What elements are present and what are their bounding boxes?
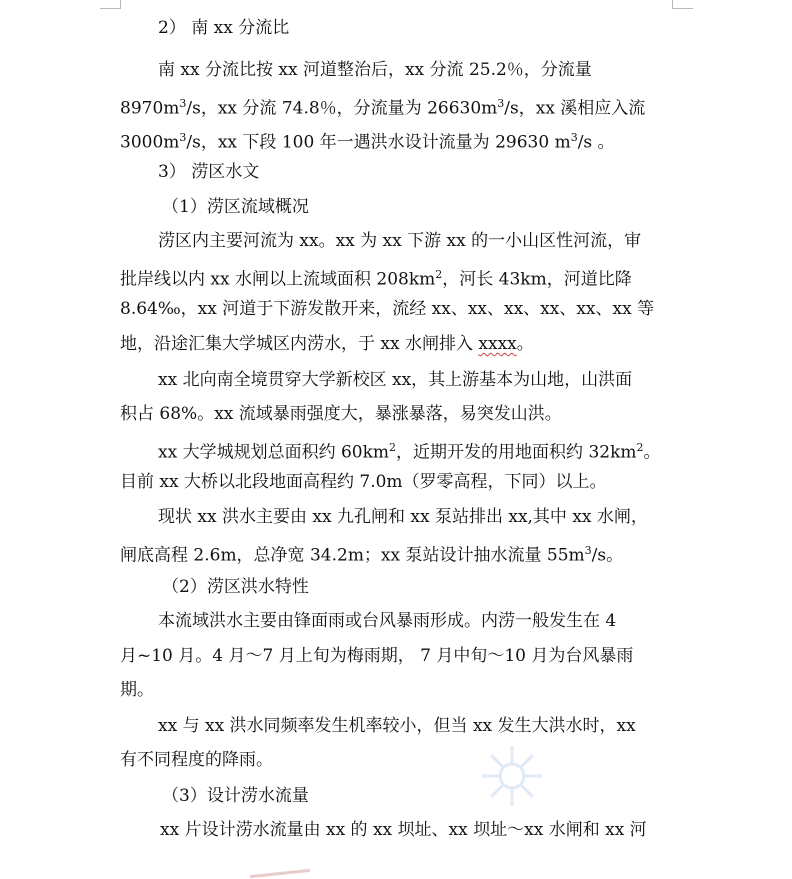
superscript-3: 3 (179, 97, 187, 110)
superscript-2: 2 (389, 441, 397, 454)
paragraph-line-13 (158, 437, 661, 464)
text-line-17: （2）涝区洪水特性 (162, 577, 309, 597)
paragraph-line-9 (120, 298, 661, 320)
paragraph-line-8 (120, 264, 661, 291)
heading-3-3-design-flow (162, 785, 462, 807)
text-line-8b: ，河长 43km，河道比降 (442, 269, 632, 290)
page-corner-mark-top-left (100, 0, 121, 9)
text-line-4a: 3000m (120, 132, 180, 153)
paragraph-line-19 (120, 645, 661, 667)
superscript-3: 3 (497, 97, 505, 110)
text-line-16b: /s。 (591, 545, 624, 566)
paragraph-line-16 (120, 540, 661, 567)
paragraph-line-15 (158, 506, 661, 528)
text-line-1: 2） 南 xx 分流比 (158, 18, 290, 38)
paragraph-line-18 (158, 610, 661, 632)
text-line-22: 有不同程度的降雨。 (120, 750, 273, 770)
text-line-4b: /s，xx 下段 100 年一遇洪水设计流量为 29630 m (186, 132, 571, 153)
superscript-3: 3 (584, 544, 592, 557)
paragraph-line-24 (160, 819, 661, 841)
text-line-23: （3）设计涝水流量 (162, 786, 309, 806)
text-line-6: （1）涝区流域概况 (162, 197, 309, 217)
text-line-12: 积占 68%。xx 流域暴雨强度大，暴涨暴落，易突发山洪。 (120, 404, 562, 424)
text-line-16a: 闸底高程 2.6m，总净宽 34.2m；xx 泵站设计抽水流量 55m (120, 545, 585, 566)
superscript-2: 2 (435, 268, 443, 281)
text-line-11: xx 北向南全境贯穿大学新校区 xx，其上游基本为山地，山洪面 (158, 370, 633, 390)
text-line-7: 涝区内主要河流为 xx。xx 为 xx 下游 xx 的一小山区性河流，审 (158, 231, 642, 251)
text-line-19: 月~10 月。4 月～7 月上旬为梅雨期， 7 月中旬～10 月为台风暴雨 (120, 646, 634, 666)
spellcheck-underlined-word[interactable]: xxxx (478, 334, 517, 354)
superscript-3: 3 (570, 131, 578, 144)
text-line-9: 8.64‰，xx 河道于下游发散开来，流经 xx、xx、xx、xx、xx、xx 等 (120, 299, 655, 319)
paragraph-line-21 (158, 715, 661, 737)
text-line-13a: xx 大学城规划总面积约 60km (158, 442, 390, 463)
paragraph-line-3 (120, 93, 661, 120)
heading-3-flood-hydrology (158, 161, 458, 183)
paragraph-line-2 (158, 59, 661, 81)
text-line-3b: /s，xx 分流 74.8％，分流量为 26630m (186, 98, 498, 119)
text-line-20: 期。 (120, 680, 154, 700)
paragraph-line-12 (120, 403, 661, 425)
paragraph-line-20 (120, 679, 420, 701)
text-line-3c: /s，xx 溪相应入流 (504, 98, 646, 119)
text-line-10a: 地，沿途汇集大学城区内涝水，于 xx 水闸排入 (120, 334, 479, 354)
page-edge-mark (250, 869, 310, 878)
text-line-15: 现状 xx 洪水主要由 xx 九孔闸和 xx 泵站排出 xx,其中 xx 水闸， (158, 507, 648, 527)
text-line-18: 本流域洪水主要由锋面雨或台风暴雨形成。内涝一般发生在 4 (158, 611, 617, 631)
heading-3-1-basin-overview (162, 196, 462, 218)
paragraph-line-4 (120, 127, 661, 154)
text-line-4c: /s 。 (577, 132, 615, 153)
watermark-emblem-icon (478, 742, 546, 810)
text-line-10c: 。 (516, 334, 534, 354)
text-line-24: xx 片设计涝水流量由 xx 的 xx 坝址、xx 坝址～xx 水闸和 xx 河 (160, 820, 647, 840)
superscript-3: 3 (179, 131, 187, 144)
text-line-13c: 。 (643, 442, 661, 463)
text-line-2: 南 xx 分流比按 xx 河道整治后，xx 分流 25.2％，分流量 (158, 60, 592, 80)
superscript-2: 2 (636, 441, 644, 454)
paragraph-line-22 (120, 749, 420, 771)
paragraph-line-7 (158, 230, 661, 252)
heading-2-south-diversion (158, 17, 458, 39)
paragraph-line-11 (158, 369, 661, 391)
text-line-3a: 8970m (120, 98, 180, 119)
text-line-5: 3） 涝区水文 (158, 162, 260, 182)
text-line-21: xx 与 xx 洪水同频率发生机率较小，但当 xx 发生大洪水时，xx (158, 716, 636, 736)
heading-3-2-flood-characteristics (162, 576, 462, 598)
page-corner-mark-top-right (672, 0, 693, 9)
text-line-14: 目前 xx 大桥以北段地面高程约 7.0m（罗零高程，下同）以上。 (120, 472, 607, 492)
text-line-13b: ，近期开发的用地面积约 32km (396, 442, 637, 463)
text-line-8a: 批岸线以内 xx 水闸以上流域面积 208km (120, 269, 436, 290)
paragraph-line-10 (120, 333, 661, 355)
paragraph-line-14 (120, 471, 661, 493)
